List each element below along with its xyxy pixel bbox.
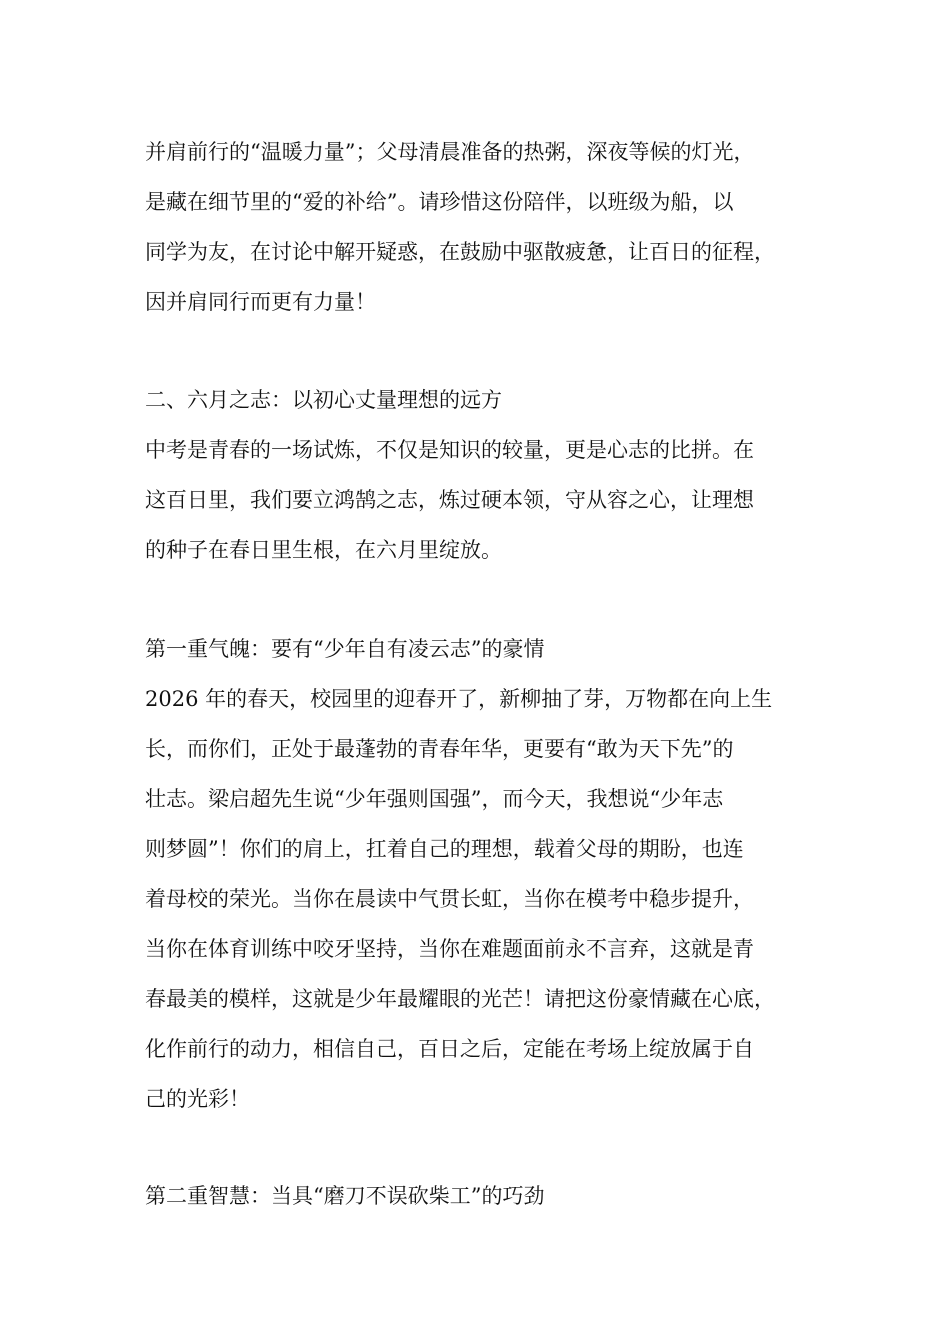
paragraph-line: 则梦圆”！你们的肩上，扛着自己的理想，载着父母的期盼，也连 bbox=[145, 837, 744, 861]
paragraph-line: 因并肩同行而更有力量！ bbox=[145, 290, 376, 314]
subsection-heading: 第一重气魄：要有“少年自有凌云志”的豪情 bbox=[145, 637, 545, 661]
paragraph-line: 当你在体育训练中咬牙坚持，当你在难题面前永不言弃，这就是青 bbox=[145, 937, 754, 961]
section-heading: 二、六月之志：以初心丈量理想的远方 bbox=[145, 388, 502, 412]
paragraph-line: 长，而你们，正处于最蓬勃的青春年华，更要有“敢为天下先”的 bbox=[145, 737, 734, 761]
paragraph-line: 的种子在春日里生根，在六月里绽放。 bbox=[145, 538, 502, 562]
paragraph-line: 春最美的模样，这就是少年最耀眼的光芒！请把这份豪情藏在心底， bbox=[145, 987, 775, 1011]
paragraph-line: 并肩前行的“温暖力量”；父母清晨准备的热粥，深夜等候的灯光， bbox=[145, 140, 755, 164]
paragraph-line: 着母校的荣光。当你在晨读中气贯长虹，当你在模考中稳步提升， bbox=[145, 887, 754, 911]
paragraph-line: 这百日里，我们要立鸿鹄之志，炼过硬本领，守从容之心，让理想 bbox=[145, 488, 754, 512]
paragraph-line: 同学为友，在讨论中解开疑惑，在鼓励中驱散疲惫，让百日的征程， bbox=[145, 240, 775, 264]
subsection-heading: 第二重智慧：当具“磨刀不误砍柴工”的巧劲 bbox=[145, 1184, 545, 1208]
paragraph-line: 化作前行的动力，相信自己，百日之后，定能在考场上绽放属于自 bbox=[145, 1037, 754, 1061]
paragraph-line: 2026 年的春天，校园里的迎春开了，新柳抽了芽，万物都在向上生 bbox=[145, 687, 773, 711]
paragraph-line: 是藏在细节里的“爱的补给”。请珍惜这份陪伴，以班级为船，以 bbox=[145, 190, 734, 214]
paragraph-line: 中考是青春的一场试炼，不仅是知识的较量，更是心志的比拼。在 bbox=[145, 438, 754, 462]
paragraph-line: 己的光彩！ bbox=[145, 1087, 250, 1111]
paragraph-line: 壮志。梁启超先生说“少年强则国强”，而今天，我想说“少年志 bbox=[145, 787, 724, 811]
